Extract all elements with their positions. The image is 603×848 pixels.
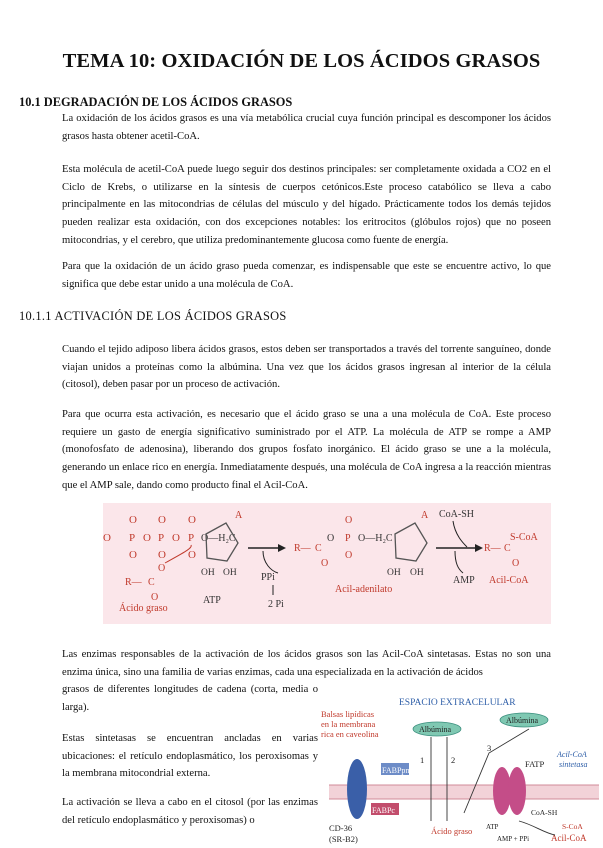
fatp-label: FATP	[525, 759, 545, 769]
section-paragraph-2: Esta molécula de acetil-CoA puede luego seguir dos destinos principales: ser completamente oxidada a CO2 en el Ciclo de Krebs, o utilizarse en la síntesis de cuerpos cetónicos.Este proceso catabólico se lleva a cabo principalmente en las mitocondrias de células del músculo y del hígado. Prácticamente todos los demás tejidos pueden realizar esta oxidación, con dos excepciones notables: los eritrocitos (glóbulos rojos) que no poseen mitocondrias, y el cerebro, que utiliza predominantemente glucosa como fuente de energía.	[62, 164, 551, 246]
atom-p: P	[158, 532, 165, 544]
subsection-paragraph-2: Para que ocurra esta activación, es necesario que el ácido graso se una a una molécula de CoA. Este proceso requiere un gasto de energía significativo suministrado por el ATP. La molécula de ATP se rompe a AMP (monofosfato de adenosina), liberando dos grupos fosfato inorgánico. El ácido graso se une a la molécula, generando un enlace rico en energía. Inmediatamente después, una molécula de CoA ingresa a la reacción mientras que el AMP sale, dando como producto final el Acil-CoA.	[62, 409, 551, 491]
oh-label: OH	[387, 568, 401, 578]
adenine-label-2: A	[421, 510, 429, 521]
atom-o: O	[158, 563, 166, 574]
adenine-label-1: A	[235, 510, 243, 521]
balsas-label-2: en la membrana	[321, 719, 376, 729]
subsection-paragraph-3b: grasos de diferentes longitudes de cadena (corta, media o larga).	[62, 684, 318, 713]
atom-o: O	[512, 558, 520, 569]
oh-label: OH	[201, 568, 215, 578]
s-coa-label: S-CoA	[510, 532, 538, 543]
espacio-extracelular-label: ESPACIO EXTRACELULAR	[399, 698, 516, 708]
atom-o: O	[129, 514, 137, 526]
oh-label: OH	[223, 568, 237, 578]
fabpc-label: FABPc	[372, 806, 395, 815]
ppi-label: PPi	[261, 572, 275, 583]
albumina-label-2: Albúmina	[506, 716, 538, 725]
albumina-label-1: Albúmina	[419, 725, 451, 734]
acyl-activation-figure	[103, 503, 551, 624]
r-group: R—	[125, 577, 142, 588]
subsection-paragraph-3: Las enzimas responsables de la activación de los ácidos grasos son las Acil-CoA sintetasas. Estas no son una enzima única, sino una familia de varias enzimas, cada una especializada en la activación de ácidos	[62, 649, 551, 678]
two-pi-label: 2 Pi	[268, 599, 284, 610]
atom-c: C	[148, 577, 155, 588]
atom-o: O	[158, 549, 166, 561]
atom-o: O	[143, 532, 151, 544]
atom-c: C	[504, 543, 511, 554]
ch2-label: O—H₂C	[201, 533, 236, 544]
atom-p: P	[188, 532, 195, 544]
acido-graso-label-2: Ácido graso	[431, 826, 473, 836]
atom-o: O	[345, 515, 353, 526]
acil-coa-label-2: Acil-CoA	[551, 833, 587, 843]
balsas-label-1: Balsas lipídicas	[321, 709, 375, 719]
balsas-label-3: rica en caveolina	[321, 729, 379, 739]
cd36-protein	[347, 759, 367, 819]
membrane-transport-figure	[319, 693, 599, 845]
atom-o: O	[188, 549, 196, 561]
cd36-label: CD-36	[329, 823, 353, 833]
atom-o: O	[188, 514, 196, 526]
subsection-paragraph-1: Cuando el tejido adiposo libera ácidos grasos, estos deben ser transportados a través del torrente sanguíneo, donde viajan unidos a proteínas como la albúmina. Una vez que los ácidos grasos ingresan al interior de la célula (citosol), deben pasar por un proceso de activación.	[62, 344, 551, 391]
route-number-2: 2	[451, 755, 456, 765]
atom-p: P	[129, 532, 136, 544]
route-number-3: 3	[487, 743, 492, 753]
s-coa-label-2: S-CoA	[562, 822, 583, 831]
atom-o: O	[327, 533, 335, 544]
amp-ppi-label: AMP + PPi	[497, 835, 530, 843]
atp-label: ATP	[203, 595, 221, 606]
membrane-bilayer	[329, 785, 599, 799]
atom-o: O	[129, 549, 137, 561]
atom-o: O	[321, 558, 329, 569]
section-paragraph-1: La oxidación de los ácidos grasos es una vía metabólica crucial cuya función principal es descomponer los ácidos grasos hasta obtener acetil-CoA.	[62, 113, 551, 142]
section-heading: 10.1 DEGRADACIÓN DE LOS ÁCIDOS GRASOS	[19, 95, 293, 109]
atom-c: C	[315, 543, 322, 554]
atom-o: O	[151, 592, 159, 603]
ch2-label: O—H₂C	[358, 533, 393, 544]
r-group: R—	[294, 543, 311, 554]
subsection-paragraph-5: La activación se lleva a cabo en el citosol (por las enzimas del retículo endoplasmático y peroxisomas) o	[62, 797, 318, 826]
amp-label: AMP	[453, 575, 475, 586]
sintetasa-label-1: Acil-CoA	[557, 750, 587, 759]
oh-label: OH	[410, 568, 424, 578]
acido-graso-label: Ácido graso	[119, 603, 168, 614]
atom-o: O	[158, 514, 166, 526]
subsection-heading: 10.1.1 ACTIVACIÓN DE LOS ÁCIDOS GRASOS	[19, 309, 287, 323]
atom-o: O	[103, 532, 111, 544]
subsection-paragraph-4: Estas sintetasas se encuentran ancladas en varias ubicaciones: el retículo endoplasmático, los peroxisomas y la membrana mitocondrial externa.	[62, 733, 318, 780]
atom-o: O	[345, 550, 353, 561]
atom-o: O	[172, 532, 180, 544]
sintetasa-label-2: sintetasa	[559, 760, 588, 769]
fatp-protein-2	[508, 767, 526, 815]
srb2-label: (SR-B2)	[329, 834, 358, 844]
page-title: TEMA 10: OXIDACIÓN DE LOS ÁCIDOS GRASOS	[62, 50, 541, 72]
coa-sh-label-2: CoA-SH	[531, 808, 558, 817]
r-group: R—	[484, 543, 501, 554]
acil-coa-label: Acil-CoA	[489, 575, 529, 586]
atp-label-2: ATP	[486, 823, 499, 831]
atom-p: P	[345, 533, 351, 544]
route-number-1: 1	[420, 755, 425, 765]
coa-sh-label: CoA-SH	[439, 509, 475, 520]
fabppm-label: FABPpm	[382, 766, 412, 775]
section-paragraph-3: Para que la oxidación de un ácido graso pueda comenzar, es indispensable que este se encuentre activo, lo que significa que debe estar unido a una molécula de CoA.	[62, 261, 551, 290]
acil-adenilato-label: Acil-adenilato	[335, 584, 393, 595]
